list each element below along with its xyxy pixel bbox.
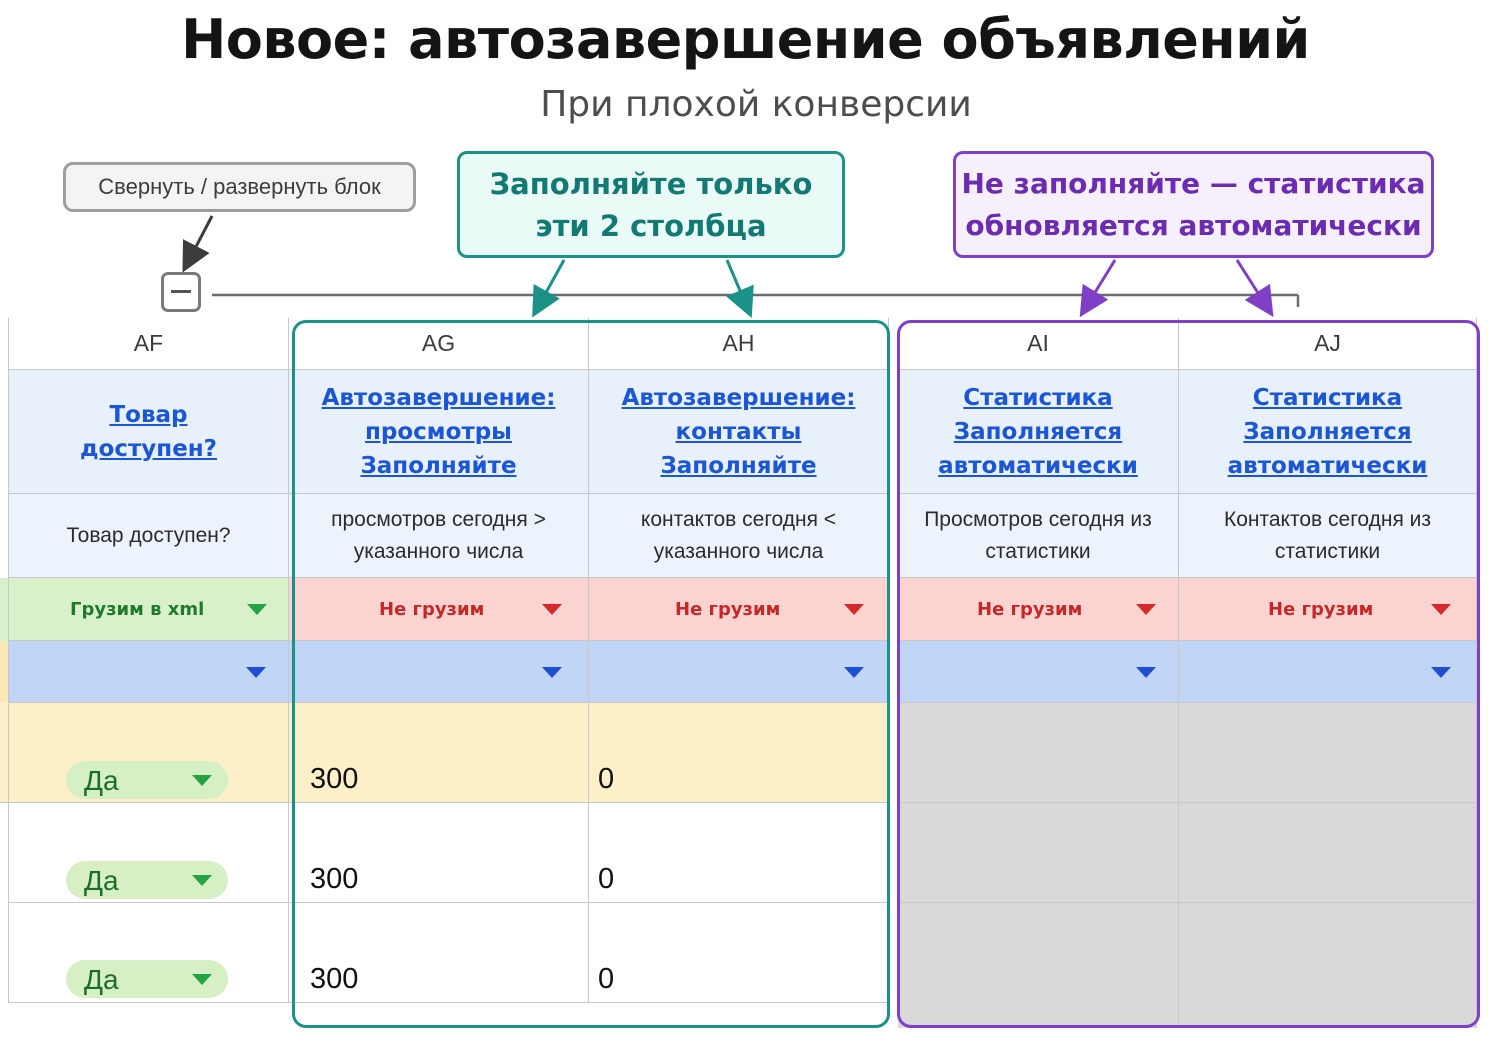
link-line: Товар	[109, 401, 188, 428]
column-letter: AI	[1027, 330, 1049, 356]
column-desc-aj	[1179, 494, 1477, 578]
link-line: Заполняйте	[360, 452, 517, 479]
link-line: автоматически	[1227, 452, 1428, 479]
column-title-ai[interactable]	[898, 370, 1179, 494]
chevron-down-icon[interactable]	[542, 604, 562, 615]
column-letter: AJ	[1314, 330, 1341, 356]
table-row-2-stat-views	[898, 803, 1179, 903]
fill-callout-line2: эти 2 столбца	[535, 208, 767, 243]
chevron-down-icon[interactable]	[1136, 667, 1156, 678]
filter-dropdown-ag[interactable]	[289, 641, 589, 703]
available-dropdown[interactable]	[66, 761, 228, 799]
table-row-2-contacts[interactable]	[589, 803, 889, 903]
chevron-down-icon[interactable]	[844, 667, 864, 678]
status-label: Не грузим	[379, 598, 485, 620]
desc-line: просмотров сегодня >	[331, 507, 546, 531]
status-dropdown-ag[interactable]	[289, 578, 589, 641]
chevron-down-icon[interactable]	[1136, 604, 1156, 615]
auto-arrow-right	[1237, 260, 1267, 307]
column-header-aj[interactable]	[1179, 318, 1477, 370]
status-dropdown-ah[interactable]	[589, 578, 889, 641]
contacts-value: 0	[598, 963, 615, 995]
chevron-down-icon[interactable]	[844, 604, 864, 615]
page-title: Новое: автозавершение объявлений	[181, 8, 1310, 71]
link-line: контакты	[675, 418, 802, 445]
desc-line: указанного числа	[353, 539, 524, 563]
table-row-3-contacts[interactable]	[589, 903, 889, 1003]
views-value: 300	[310, 963, 359, 995]
link-line: Статистика	[1252, 384, 1403, 411]
link-line: Заполняется	[953, 418, 1123, 445]
link-line: Статистика	[963, 384, 1113, 411]
column-title-aj[interactable]	[1179, 370, 1477, 494]
filter-dropdown-aj[interactable]	[1179, 641, 1477, 703]
status-label: Не грузим	[675, 598, 781, 620]
views-value: 300	[310, 763, 359, 795]
status-dropdown-af[interactable]	[9, 578, 289, 641]
fill-columns-callout	[457, 151, 845, 258]
column-letter: AH	[722, 330, 755, 356]
available-dropdown[interactable]	[66, 960, 228, 998]
desc-line: статистики	[1274, 539, 1381, 563]
chevron-down-icon[interactable]	[192, 875, 212, 886]
column-desc-ah	[589, 494, 889, 578]
filter-dropdown-af[interactable]	[9, 641, 289, 703]
table-row-1-contacts[interactable]	[589, 703, 889, 803]
column-header-ag[interactable]	[289, 318, 589, 370]
column-header-ah[interactable]	[589, 318, 889, 370]
table-row-3-stat-contacts	[1179, 903, 1477, 1028]
desc-line: указанного числа	[653, 539, 824, 563]
table-row-1-views[interactable]	[289, 703, 589, 803]
status-dropdown-aj[interactable]	[1179, 578, 1477, 641]
filter-dropdown-ai[interactable]	[898, 641, 1179, 703]
table-row-3-af[interactable]	[9, 903, 289, 1003]
auto-callout-line2: обновляется автоматически	[965, 208, 1422, 242]
status-label: Не грузим	[1268, 598, 1374, 620]
desc-line: статистики	[985, 539, 1091, 563]
chevron-down-icon[interactable]	[1431, 604, 1451, 615]
available-value: Да	[84, 964, 119, 995]
table-row-1-stat-views	[898, 703, 1179, 803]
gutter-yellow-2	[0, 703, 9, 803]
auto-stats-callout	[953, 151, 1434, 258]
chevron-down-icon[interactable]	[192, 775, 212, 786]
available-value: Да	[84, 765, 119, 796]
link-line: просмотры	[365, 418, 512, 445]
link-line: Заполняйте	[660, 452, 817, 479]
table-row-3-stat-views	[898, 903, 1179, 1028]
gutter-yellow-1	[0, 641, 9, 703]
collapse-hint-text: Свернуть / развернуть блок	[98, 174, 381, 199]
desc-line: Товар доступен?	[66, 523, 231, 547]
link-line: автоматически	[938, 452, 1138, 479]
available-value: Да	[84, 865, 119, 896]
desc-line: Просмотров сегодня из	[924, 507, 1152, 531]
gutter-green	[0, 578, 9, 641]
fill-arrow-right	[727, 260, 747, 307]
column-desc-ag	[289, 494, 589, 578]
column-header-ai[interactable]	[898, 318, 1179, 370]
group-gap	[889, 318, 898, 1003]
column-letter: AF	[133, 330, 164, 356]
desc-line: контактов сегодня <	[640, 507, 837, 531]
filter-dropdown-ah[interactable]	[589, 641, 889, 703]
status-label: Грузим в xml	[70, 598, 205, 620]
table-row-1-af[interactable]	[9, 703, 289, 803]
column-desc-af	[9, 494, 289, 578]
contacts-value: 0	[598, 763, 615, 795]
collapse-expand-button[interactable]	[161, 272, 201, 312]
collapse-arrow	[188, 216, 212, 262]
collapse-hint-callout	[63, 162, 416, 212]
fill-arrow-left	[538, 260, 564, 307]
column-title-ah[interactable]	[589, 370, 889, 494]
desc-line: Контактов сегодня из	[1223, 507, 1432, 531]
link-line: Заполняется	[1243, 418, 1412, 445]
table-row-2-views[interactable]	[289, 803, 589, 903]
auto-callout-line1: Не заполняйте — статистика	[961, 166, 1426, 200]
chevron-down-icon[interactable]	[246, 667, 266, 678]
table-row-1-stat-contacts	[1179, 703, 1477, 803]
available-dropdown[interactable]	[66, 861, 228, 899]
column-title-af[interactable]	[9, 370, 289, 494]
status-label: Не грузим	[977, 598, 1083, 620]
auto-arrow-left	[1086, 260, 1115, 307]
column-header-af[interactable]	[9, 318, 289, 370]
contacts-value: 0	[598, 863, 615, 895]
table-row-3-views[interactable]	[289, 903, 589, 1003]
link-line: доступен?	[79, 435, 218, 462]
chevron-down-icon[interactable]	[1431, 667, 1451, 678]
views-value: 300	[310, 863, 359, 895]
table-row-2-af[interactable]	[9, 803, 289, 903]
column-title-ag[interactable]	[289, 370, 589, 494]
table-row-2-stat-contacts	[1179, 803, 1477, 903]
column-letter: AG	[421, 330, 456, 356]
fill-callout-line1: Заполняйте только	[489, 166, 813, 201]
link-line: Автозавершение:	[621, 384, 856, 411]
link-line: Автозавершение:	[321, 384, 556, 411]
chevron-down-icon[interactable]	[542, 667, 562, 678]
status-dropdown-ai[interactable]	[898, 578, 1179, 641]
page-subtitle: При плохой конверсии	[540, 84, 972, 125]
chevron-down-icon[interactable]	[192, 974, 212, 985]
chevron-down-icon[interactable]	[247, 604, 267, 615]
column-desc-ai	[898, 494, 1179, 578]
